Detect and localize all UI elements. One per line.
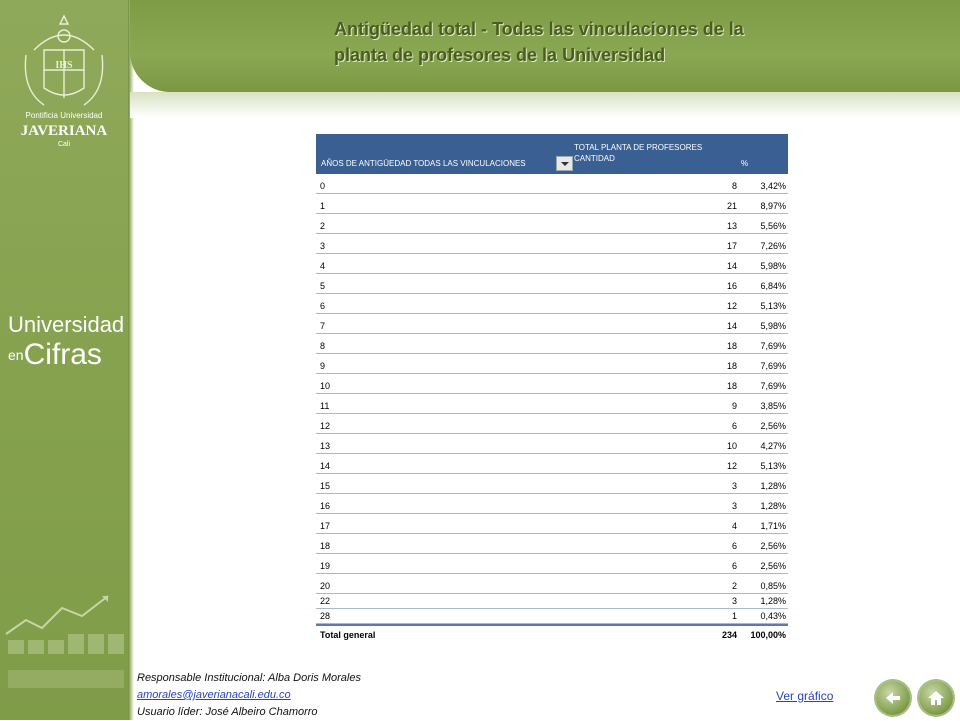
years-cell: 14 — [320, 461, 331, 471]
count-cell: 6 — [731, 421, 737, 431]
table-row — [316, 574, 788, 594]
count-cell: 3 — [731, 481, 737, 491]
years-cell: 8 — [320, 341, 326, 351]
logo-text-3: Cali — [57, 141, 71, 148]
growth-chart-decoration-icon — [2, 590, 128, 715]
years-cell: 22 — [320, 596, 331, 606]
pct-cell: 7,69% — [760, 361, 786, 371]
years-cell: 2 — [320, 221, 326, 231]
years-cell: 4 — [320, 261, 326, 271]
table-header — [316, 134, 788, 174]
table-row — [316, 194, 788, 214]
table-row — [316, 594, 788, 609]
count-cell: 17 — [726, 241, 737, 251]
years-cell: 3 — [320, 241, 326, 251]
years-cell: 16 — [320, 501, 331, 511]
years-cell: 1 — [320, 201, 326, 211]
table-row — [316, 534, 788, 554]
universidad-en-cifras-brand — [8, 313, 124, 373]
col-years-header: AÑOS DE ANTIGÜEDAD TODAS LAS VINCULACIONES — [321, 159, 526, 168]
total-label: Total general — [320, 630, 376, 640]
pct-cell: 4,27% — [760, 441, 786, 451]
count-cell: 3 — [731, 501, 737, 511]
count-cell: 21 — [726, 201, 737, 211]
years-cell: 20 — [320, 581, 331, 591]
table-row — [316, 494, 788, 514]
responsable-text: Responsable Institucional: Alba Doris Morales — [137, 672, 361, 684]
count-cell: 18 — [726, 341, 737, 351]
ver-grafico-link[interactable]: Ver gráfico — [776, 689, 834, 703]
years-cell: 15 — [320, 481, 331, 491]
count-cell: 3 — [731, 596, 737, 606]
table-row — [316, 174, 788, 194]
pct-cell: 8,97% — [760, 201, 786, 211]
table-row — [316, 454, 788, 474]
count-cell: 9 — [731, 401, 737, 411]
pct-cell: 5,98% — [760, 261, 786, 271]
page-title-line2: planta de profesores de la Universidad — [334, 45, 666, 65]
table-row — [316, 334, 788, 354]
pct-cell: 5,56% — [760, 221, 786, 231]
count-cell: 12 — [726, 461, 737, 471]
pct-cell: 2,56% — [760, 421, 786, 431]
pct-cell: 5,13% — [760, 461, 786, 471]
logo-text-2: JAVERIANA — [20, 123, 108, 139]
back-button[interactable] — [876, 681, 910, 715]
usuario-lider-text: Usuario líder: José Albeiro Chamorro — [137, 706, 318, 718]
brand-line2-small: en — [8, 347, 24, 363]
table-row — [316, 394, 788, 414]
pct-cell: 5,98% — [760, 321, 786, 331]
count-cell: 1 — [731, 611, 737, 621]
count-cell: 14 — [726, 261, 737, 271]
table-total-row — [316, 624, 788, 640]
university-crest-logo — [14, 10, 114, 155]
pct-cell: 0,85% — [760, 581, 786, 591]
table-row — [316, 234, 788, 254]
years-cell: 19 — [320, 561, 331, 571]
years-cell: 13 — [320, 441, 331, 451]
years-cell: 28 — [320, 611, 331, 621]
home-icon — [926, 688, 946, 708]
page-title — [334, 16, 854, 68]
table-row — [316, 354, 788, 374]
years-cell: 10 — [320, 381, 331, 391]
table-row — [316, 609, 788, 624]
count-cell: 2 — [731, 581, 737, 591]
home-button[interactable] — [919, 681, 953, 715]
table-row — [316, 554, 788, 574]
pct-cell: 7,69% — [760, 381, 786, 391]
pct-cell: 2,56% — [760, 561, 786, 571]
pct-cell: 7,26% — [760, 241, 786, 251]
years-cell: 7 — [320, 321, 326, 331]
table-body — [316, 174, 788, 624]
count-cell: 6 — [731, 561, 737, 571]
sidebar — [0, 0, 130, 720]
pct-cell: 0,43% — [760, 611, 786, 621]
header-fade — [130, 92, 960, 118]
filter-dropdown-icon[interactable] — [556, 156, 573, 171]
footer-credits — [137, 670, 361, 721]
email-link[interactable]: amorales@javerianacali.edu.co — [137, 689, 291, 701]
page-title-line1: Antigüedad total - Todas las vinculaciones de la — [334, 19, 744, 39]
count-cell: 18 — [726, 381, 737, 391]
pct-cell: 6,84% — [760, 281, 786, 291]
antiguedad-table — [316, 134, 788, 640]
table-row — [316, 274, 788, 294]
back-arrow-icon — [883, 688, 903, 708]
table-row — [316, 214, 788, 234]
count-cell: 12 — [726, 301, 737, 311]
table-row — [316, 254, 788, 274]
table-row — [316, 434, 788, 454]
years-cell: 12 — [320, 421, 331, 431]
pct-cell: 3,85% — [760, 401, 786, 411]
count-cell: 14 — [726, 321, 737, 331]
brand-line1: Universidad — [8, 312, 125, 337]
count-cell: 6 — [731, 541, 737, 551]
pct-cell: 5,13% — [760, 301, 786, 311]
years-cell: 18 — [320, 541, 331, 551]
years-cell: 11 — [320, 401, 330, 411]
table-row — [316, 514, 788, 534]
table-row — [316, 294, 788, 314]
years-cell: 17 — [320, 521, 331, 531]
count-cell: 8 — [731, 181, 737, 191]
col-pct-header: % — [741, 159, 749, 168]
svg-text:IHS: IHS — [55, 60, 73, 71]
pct-cell: 2,56% — [760, 541, 786, 551]
count-cell: 18 — [726, 361, 737, 371]
table-row — [316, 374, 788, 394]
years-cell: 6 — [320, 301, 326, 311]
count-cell: 10 — [726, 441, 737, 451]
count-cell: 4 — [731, 521, 737, 531]
years-cell: 9 — [320, 361, 326, 371]
count-cell: 16 — [726, 281, 737, 291]
table-row — [316, 414, 788, 434]
pct-cell: 1,71% — [760, 521, 786, 531]
table-row — [316, 474, 788, 494]
pct-cell: 1,28% — [760, 501, 786, 511]
count-cell: 13 — [726, 221, 737, 231]
brand-line2-big: Cifras — [23, 338, 102, 371]
years-cell: 0 — [320, 181, 326, 191]
total-pct: 100,00% — [750, 630, 786, 640]
table-row — [316, 314, 788, 334]
logo-text-1: Pontificia Universidad — [25, 111, 103, 120]
pct-cell: 1,28% — [760, 481, 786, 491]
years-cell: 5 — [320, 281, 326, 291]
pct-cell: 1,28% — [760, 596, 786, 606]
total-count: 234 — [721, 630, 737, 640]
pct-cell: 7,69% — [760, 341, 786, 351]
pct-cell: 3,42% — [760, 181, 786, 191]
col-count-header: TOTAL PLANTA DE PROFESORES CANTIDAD — [574, 143, 703, 163]
